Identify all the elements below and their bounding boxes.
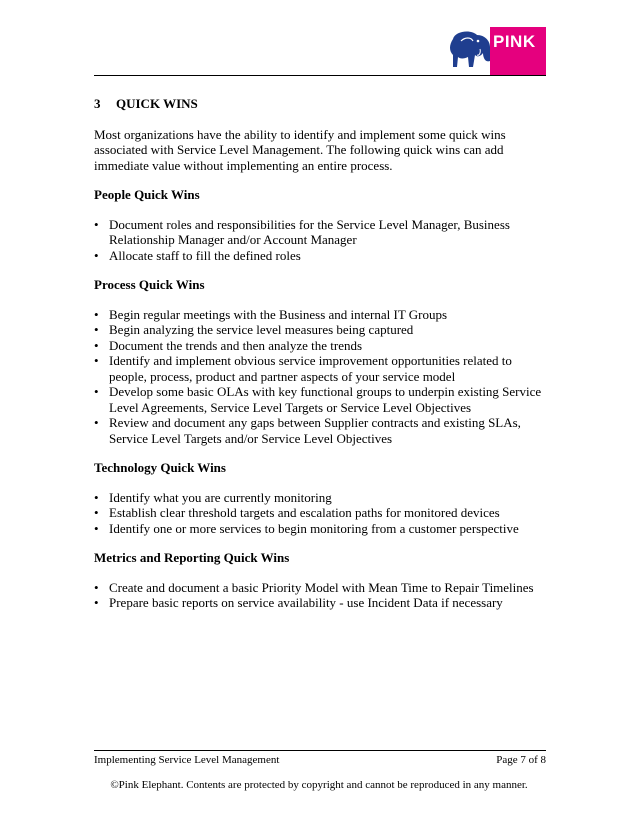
bullet-icon: • (94, 353, 99, 368)
footer-document-title: Implementing Service Level Management (94, 754, 280, 766)
list-item (94, 595, 546, 611)
list-item-text: Identify and implement obvious service improvement opportunities related to people, process, product and partner aspects of your service model (109, 353, 512, 384)
bullet-list (94, 490, 546, 537)
bullet-list (94, 307, 546, 447)
list-item-text: Identify one or more services to begin monitoring from a customer perspective (109, 520, 519, 536)
bullet-icon: • (94, 415, 99, 430)
bullet-icon: • (94, 579, 99, 595)
list-item-text: Prepare basic reports on service availability - use Incident Data if necessary (109, 595, 503, 610)
bullet-icon: • (94, 216, 99, 232)
bullet-icon: • (94, 322, 99, 337)
list-item (94, 322, 546, 338)
bullet-list (94, 580, 546, 611)
quick-win-groups (94, 187, 546, 611)
bullet-icon: • (94, 489, 99, 505)
footer-divider (94, 750, 546, 751)
list-item (94, 505, 546, 521)
list-item-text: Identify what you are currently monitoring (109, 489, 332, 505)
bullet-icon: • (94, 595, 99, 610)
bullet-icon: • (94, 337, 99, 353)
section-number: 3 (94, 96, 101, 111)
header-divider (94, 75, 546, 76)
list-item (94, 307, 546, 323)
logo-wordmark: PINK (490, 27, 546, 75)
subsection-heading: Process Quick Wins (94, 277, 205, 292)
pink-elephant-logo (447, 27, 546, 75)
section-title: QUICK WINS (116, 96, 198, 111)
copyright-notice: ©Pink Elephant. Contents are protected by copyright and cannot be reproduced in any manner. (110, 779, 528, 791)
list-item (94, 521, 546, 537)
list-item (94, 415, 546, 446)
bullet-icon: • (94, 247, 99, 263)
list-item-text: Establish clear threshold targets and escalation paths for monitored devices (109, 505, 500, 520)
list-item-text: Document the trends and then analyze the trends (109, 337, 363, 353)
subsection-heading: People Quick Wins (94, 187, 200, 202)
list-item (94, 384, 546, 415)
list-item-text: Create and document a basic Priority Model with Mean Time to Repair Timelines (109, 579, 534, 595)
list-item (94, 490, 546, 506)
list-item-text: Document roles and responsibilities for the Service Level Manager, Business Relationship Manager and/or Account Manager (109, 216, 510, 247)
document-body (94, 96, 546, 625)
section-heading (94, 96, 546, 112)
bullet-icon: • (94, 306, 99, 322)
bullet-icon: • (94, 384, 99, 399)
elephant-icon (447, 27, 490, 75)
list-item-text: Allocate staff to fill the defined roles (109, 247, 301, 263)
list-item (94, 248, 546, 264)
list-item-text: Review and document any gaps between Supplier contracts and existing SLAs, Service Level Targets and/or Service Level Objectives (109, 415, 521, 446)
list-item (94, 217, 546, 248)
page-footer (94, 754, 546, 766)
subsection-heading: Technology Quick Wins (94, 460, 226, 475)
list-item-text: Begin analyzing the service level measures being captured (109, 322, 414, 337)
list-item-text: Begin regular meetings with the Business and internal IT Groups (109, 306, 448, 322)
bullet-icon: • (94, 505, 99, 520)
list-item (94, 353, 546, 384)
list-item (94, 580, 546, 596)
bullet-list (94, 217, 546, 264)
bullet-icon: • (94, 520, 99, 536)
list-item-text: Develop some basic OLAs with key functional groups to underpin existing Service Level Agreements, Service Level Targets or Service Level Objectives (109, 384, 542, 415)
page-number: Page 7 of 8 (496, 754, 546, 766)
intro-paragraph: Most organizations have the ability to identify and implement some quick wins associated with Service Level Management. The following quick wins can add immediate value without implementing an entire process. (94, 126, 506, 173)
subsection-heading: Metrics and Reporting Quick Wins (94, 550, 290, 565)
list-item (94, 338, 546, 354)
